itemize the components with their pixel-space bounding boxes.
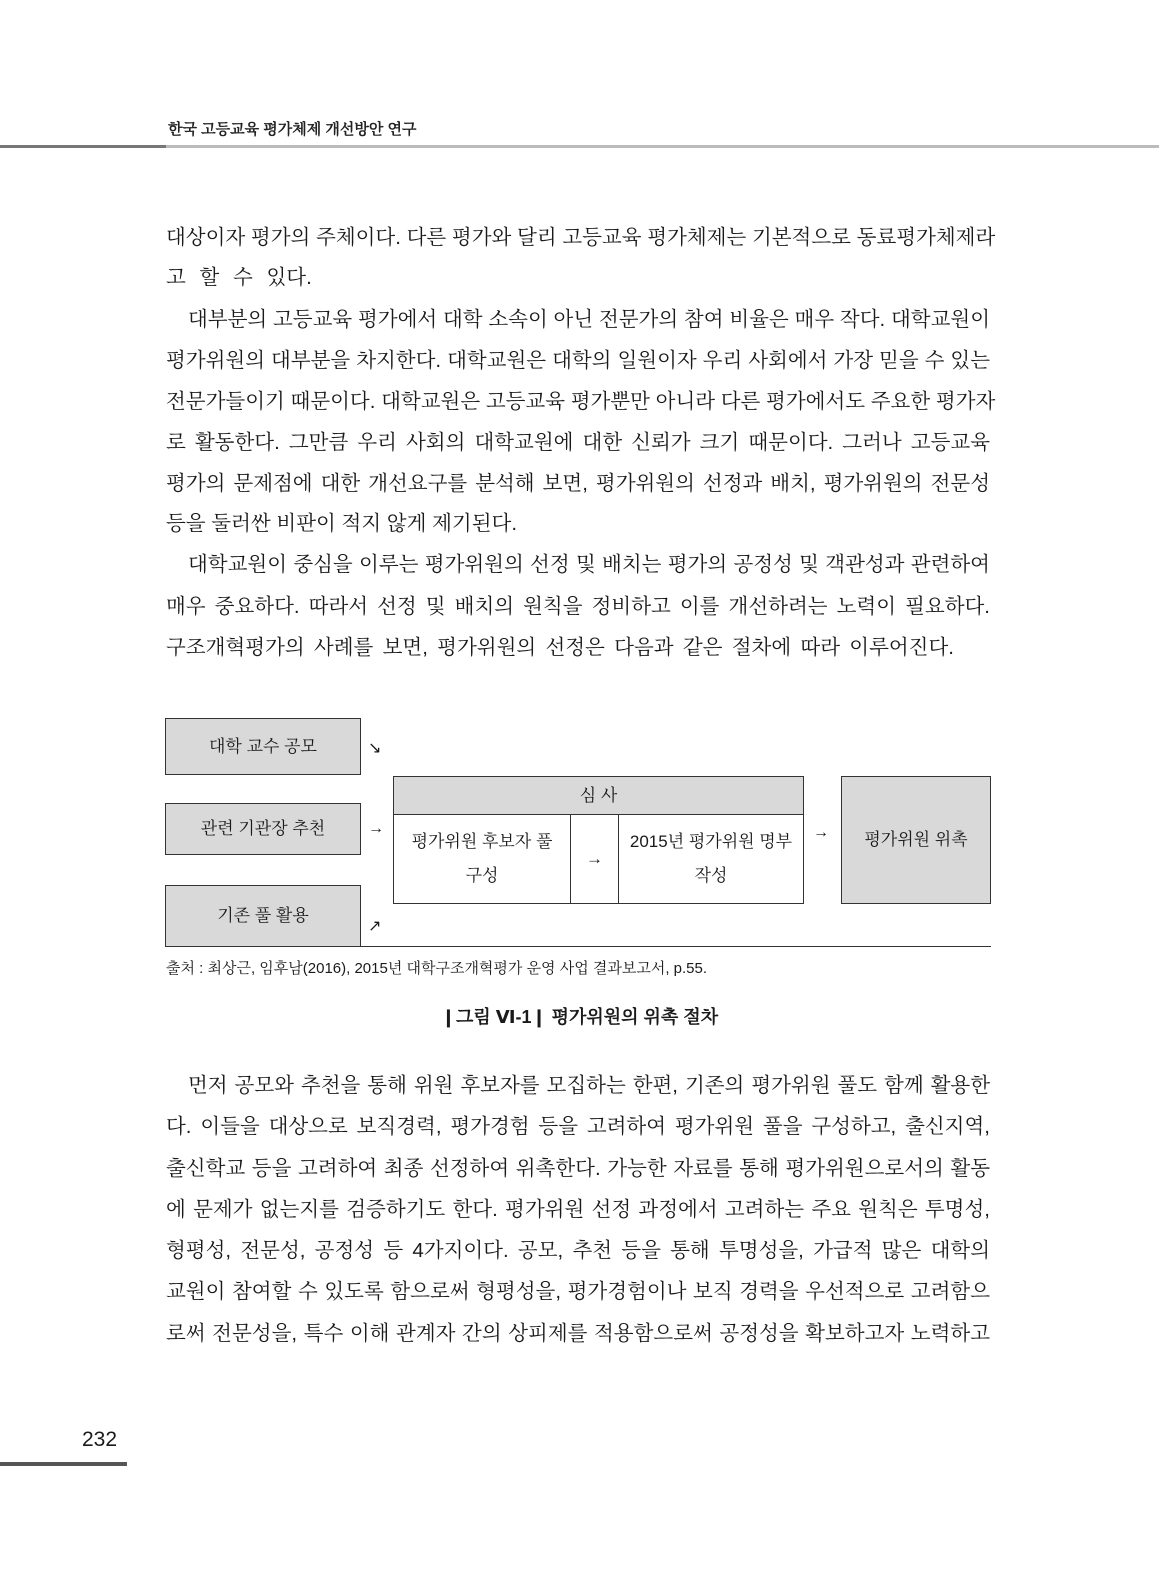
paragraph-line: 대부분의 고등교육 평가에서 대학 소속이 아닌 전문가의 참여 비율은 매우 작다. 대학교원이 [188, 308, 990, 331]
paragraph-line: 전문가들이기 때문이다. 대학교원은 고등교육 평가뿐만 아니라 다른 평가에서도 주요한 평가자 [166, 390, 996, 413]
header-rule [0, 145, 166, 148]
result-box-appointment: 평가위원 위촉 [841, 776, 991, 904]
figure-source-note: 출처 : 최상근, 임후남(2016), 2015년 대학구조개혁평가 운영 사업 결과보고서, p.55. [166, 960, 708, 977]
arrow-right-icon: → [813, 824, 829, 841]
arrow-right-icon: → [570, 814, 619, 904]
paragraph-line: 매우 중요하다. 따라서 선정 및 배치의 원칙을 정비하고 이를 개선하려는 노력이 필요하다. [166, 595, 990, 618]
step-text: 작성 [694, 866, 728, 885]
paragraph-line: 교원이 참여할 수 있도록 함으로써 형평성을, 평가경험이나 보직 경력을 우선적으로 고려함으 [166, 1280, 990, 1303]
footer-rule [0, 1462, 127, 1466]
paragraph-line: 평가의 문제점에 대한 개선요구를 분석해 보면, 평가위원의 선정과 배치, 평가위원의 전문성 [166, 472, 990, 495]
paragraph-line: 에 문제가 없는지를 검증하기도 한다. 평가위원 선정 과정에서 고려하는 주요 원칙은 투명성, [166, 1198, 990, 1221]
paragraph-line: 로 활동한다. 그만큼 우리 사회의 대학교원에 대한 신뢰가 크기 때문이다. 그러나 고등교육 [166, 431, 990, 454]
arrow-up-right-icon: ↗ [368, 918, 382, 935]
paragraph-line: 등을 둘러싼 비판이 적지 않게 제기된다. [166, 512, 518, 535]
paragraph-line: 먼저 공모와 추천을 통해 위원 후보자를 모집하는 한편, 기존의 평가위원 풀도 함께 활용한 [188, 1074, 990, 1097]
step-roster [618, 814, 804, 904]
step-text: 2015년 평가위원 명부 [629, 832, 793, 851]
header-rule-light [166, 145, 1159, 148]
source-box-public-recruitment: 대학 교수 공모 [165, 718, 361, 775]
step-text: 구성 [465, 866, 499, 885]
arrow-down-right-icon: ↘ [368, 740, 382, 757]
page-number: 232 [82, 1428, 118, 1451]
paragraph-line: 대상이자 평가의 주체이다. 다른 평가와 달리 고등교육 평가체제는 기본적으로 동료평가체제라 [166, 226, 996, 249]
running-header: 한국 고등교육 평가체제 개선방안 연구 [168, 121, 417, 138]
paragraph-line: 구조개혁평가의 사례를 보면, 평가위원의 선정은 다음과 같은 절차에 따라 이루어진다. [166, 636, 954, 659]
paragraph-line: 로써 전문성을, 특수 이해 관계자 간의 상피제를 적용함으로써 공정성을 확보하고자 노력하고 [166, 1322, 990, 1345]
paragraph-line: 다. 이들을 대상으로 보직경력, 평가경험 등을 고려하여 평가위원 풀을 구성하고, 출신지역, [166, 1115, 990, 1138]
paragraph-line: 고 할 수 있다. [166, 266, 312, 289]
paragraph-line: 대학교원이 중심을 이루는 평가위원의 선정 및 배치는 평가의 공정성 및 객관성과 관련하여 [188, 553, 990, 576]
paragraph-line: 출신학교 등을 고려하여 최종 선정하여 위촉한다. 가능한 자료를 통해 평가위원으로서의 활동 [166, 1157, 990, 1180]
figure-caption: ❙그림 Ⅵ-1❙ 평가위원의 위촉 절차 [440, 1007, 719, 1027]
paragraph-line: 형평성, 전문성, 공정성 등 4가지이다. 공모, 추천 등을 통해 투명성을, 가급적 많은 대학의 [166, 1239, 990, 1262]
step-text: 평가위원 후보자 풀 [411, 832, 553, 851]
source-box-recommendation: 관련 기관장 추천 [165, 803, 361, 855]
review-header: 심 사 [393, 776, 804, 815]
arrow-right-icon: → [368, 820, 384, 837]
step-candidate-pool [393, 814, 571, 904]
figure-rule [165, 946, 991, 947]
source-box-existing-pool: 기존 풀 활용 [165, 885, 361, 947]
paragraph-line: 평가위원의 대부분을 차지한다. 대학교원은 대학의 일원이자 우리 사회에서 가장 믿을 수 있는 [166, 349, 990, 372]
